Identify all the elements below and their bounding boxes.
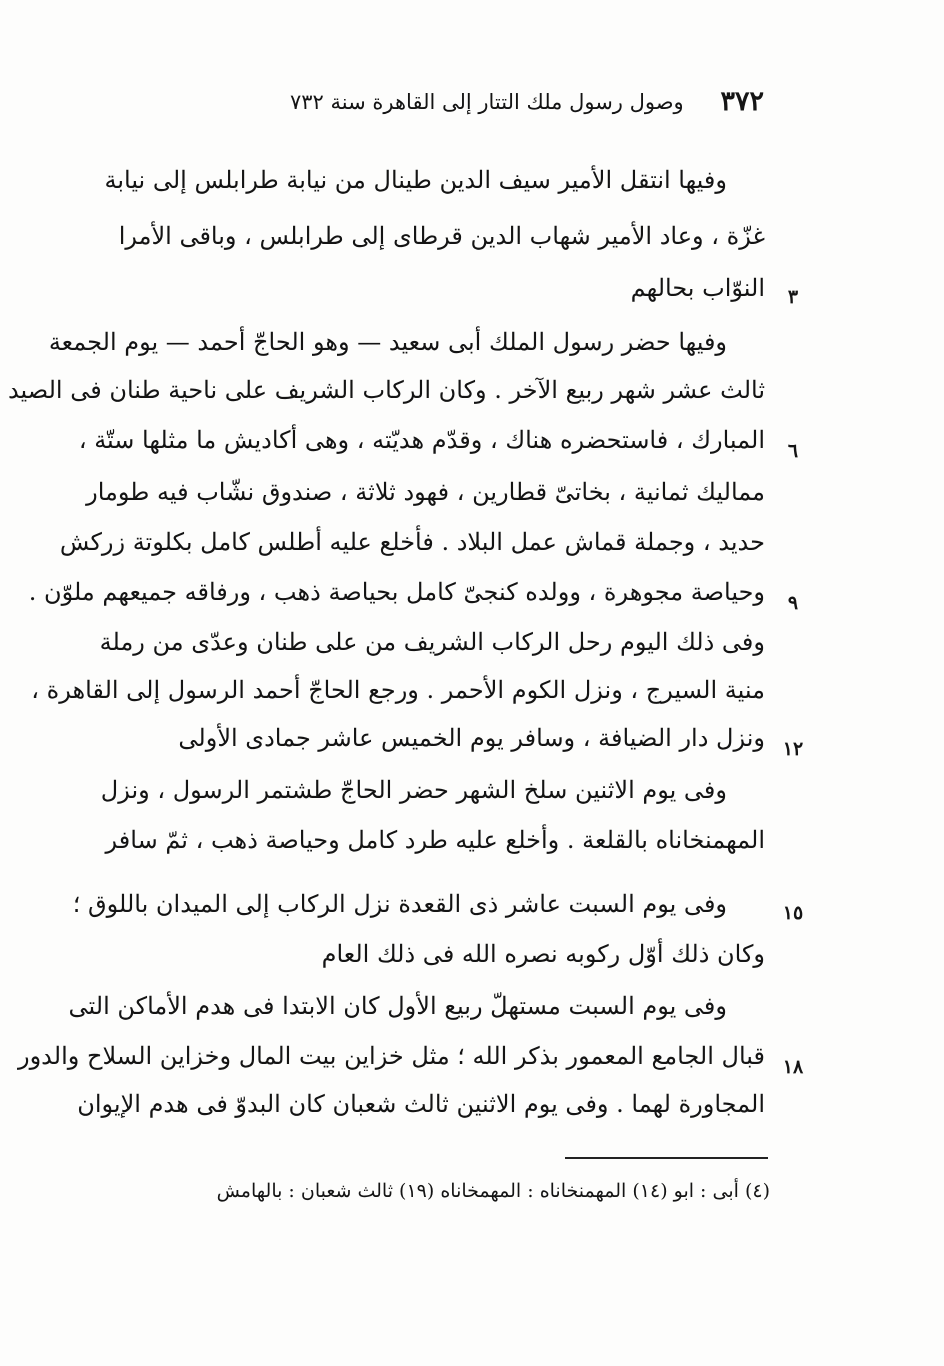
text-line: وكان ذلك أوّل ركوبه نصره الله فى ذلك العام (321, 940, 765, 968)
text-line: منية السيرج ، ونزل الكوم الأحمر . ورجع الحاجّ أحمد الرسول إلى القاهرة ، (31, 676, 765, 704)
text-line: المبارك ، فاستحضره هناك ، وقدّم هديّته ، وهى أكاديش ما مثلها ستّة ، (78, 426, 765, 454)
running-head-title: وصول رسول ملك التتار إلى القاهرة سنة ٧٣٢ (290, 90, 684, 114)
page-number: ٣٧٢ (720, 86, 764, 117)
line-number: ١٢ (782, 738, 804, 760)
text-line: قبال الجامع المعمور بذكر الله ؛ مثل خزاين بيت المال وخزاين السلاح والدور (18, 1042, 765, 1070)
line-number: ١٨ (782, 1056, 804, 1078)
line-number: ٣ (787, 286, 799, 308)
text-line: المجاورة لهما . وفى يوم الاثنين ثالث شعبان كان البدوّ فى هدم الإيوان (77, 1090, 765, 1118)
text-line: وفى يوم السبت عاشر ذى القعدة نزل الركاب إلى الميدان باللوق ؛ (72, 890, 727, 918)
text-line: النوّاب بحالهم (630, 274, 765, 302)
running-head (0, 80, 944, 120)
line-number: ١٥ (782, 902, 804, 924)
text-line: وفيها انتقل الأمير سيف الدين طينال من نيابة طرابلس إلى نيابة (104, 166, 727, 194)
text-line: غزّة ، وعاد الأمير شهاب الدين قرطاى إلى طرابلس ، وباقى الأمرا (118, 222, 765, 250)
text-line: المهمنخاناه بالقلعة . وأخلع عليه طرد كامل وحياصة ذهب ، ثمّ سافر (105, 826, 765, 854)
text-line: وفى يوم الاثنين سلخ الشهر حضر الحاجّ طشتمر الرسول ، ونزل (100, 776, 727, 804)
text-line: مماليك ثمانية ، بخاتىّ قطارين ، فهود ثلاثة ، صندوق نشّاب فيه طومار (86, 478, 765, 506)
footnote-divider (565, 1157, 768, 1159)
footnote: (٤) أبى : ابو (١٤) المهمنخاناه : المهمخاناه (١٩) ثالث شعبان : بالهامش (216, 1180, 770, 1202)
line-number: ٦ (787, 440, 799, 462)
text-line: وحياصة مجوهرة ، وولده كنجىّ كامل بحياصة ذهب ، ورفاقه جميعهم ملوّن . (28, 578, 765, 606)
line-number: ٩ (787, 592, 799, 614)
text-line: ثالث عشر شهر ربيع الآخر . وكان الركاب الشريف على ناحية طنان فى الصيد (7, 376, 765, 404)
text-line: ونزل دار الضيافة ، وسافر يوم الخميس عاشر جمادى الأولى (178, 724, 765, 752)
text-line: حديد ، وجملة قماش عمل البلاد . فأخلع عليه أطلس كامل بكلوتة زركش (59, 528, 765, 556)
text-line: وفيها حضر رسول الملك أبى سعيد — وهو الحاجّ أحمد — يوم الجمعة (48, 328, 727, 356)
text-line: وفى ذلك اليوم رحل الركاب الشريف من على طنان وعدّى من رملة (99, 628, 765, 656)
text-line: وفى يوم السبت مستهلّ ربيع الأول كان الابتدا فى هدم الأماكن التى (68, 992, 727, 1020)
